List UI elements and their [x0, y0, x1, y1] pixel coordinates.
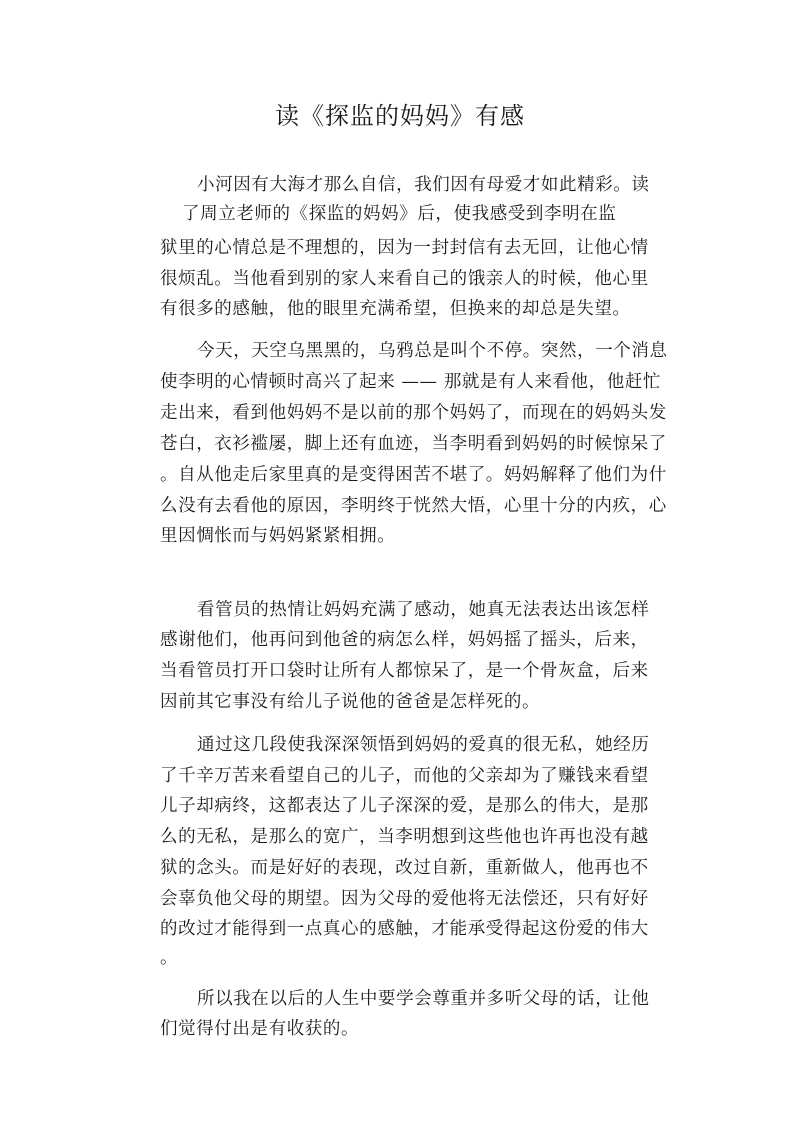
text-line: 使李明的心情顿时高兴了起来 —— 那就是有人来看他，他赶忙 — [160, 372, 662, 392]
document-title: 读《探监的妈妈》有感 — [275, 102, 525, 130]
text-line: 因前其它事没有给儿子说他的爸爸是怎样死的。 — [160, 692, 541, 712]
text-line: 会辜负他父母的期望。因为父母的爱他将无法偿还，只有好好 — [160, 889, 649, 909]
text-line: 。自从他走后家里真的是变得困苦不堪了。妈妈解释了他们为什 — [160, 465, 667, 485]
text-line: 有很多的感触，他的眼里充满希望，但换来的却总是失望。 — [160, 299, 631, 319]
text-line: 感谢他们，他再问到他爸的病怎么样，妈妈摇了摇头，后来， — [160, 630, 649, 650]
text-line: 看管员的热情让妈妈充满了感动，她真无法表达出该怎样 — [197, 600, 650, 620]
text-line: 了千辛万苦来看望自己的儿子，而他的父亲却为了赚钱来看望 — [160, 766, 649, 786]
text-line: 当看管员打开口袋时让所有人都惊呆了，是一个骨灰盒，后来 — [160, 661, 649, 681]
text-line: 小河因有大海才那么自信，我们因有母爱才如此精彩。读 — [197, 175, 650, 195]
text-line: 苍白，衣衫褴屡，脚上还有血迹，当李明看到妈妈的时候惊呆了 — [160, 434, 667, 454]
text-line: 们觉得付出是有收获的。 — [160, 1019, 360, 1039]
text-line: 今天，天空乌黑黑的，乌鸦总是叫个不停。突然，一个消息 — [197, 341, 668, 361]
text-line: 所以我在以后的人生中要学会尊重并多听父母的话，让他 — [197, 989, 650, 1009]
text-line: 通过这几段使我深深领悟到妈妈的爱真的很无私，她经历 — [197, 735, 650, 755]
text-line: 儿子却病终，这都表达了儿子深深的爱，是那么的伟大，是那 — [160, 796, 649, 816]
text-line: 狱的念头。而是好好的表现，改过自新，重新做人，他再也不 — [160, 858, 649, 878]
text-line: 了周立老师的《探监的妈妈》后，使我感受到李明在监 — [182, 204, 617, 224]
text-line: 狱里的心情总是不理想的，因为一封封信有去无回，让他心情 — [160, 238, 649, 258]
text-line: 里因惆怅而与妈妈紧紧相拥。 — [160, 526, 396, 546]
text-line: 的改过才能得到一点真心的感触，才能承受得起这份爱的伟大 — [160, 919, 649, 939]
text-line: 走出来，看到他妈妈不是以前的那个妈妈了，而现在的妈妈头发 — [160, 403, 667, 423]
text-line: 么的无私，是那么的宽广，当李明想到这些他也许再也没有越 — [160, 827, 649, 847]
text-line: 很烦乱。当他看到别的家人来看自己的饿亲人的时候，他心里 — [160, 269, 649, 289]
text-line: 么没有去看他的原因，李明终于恍然大悟，心里十分的内疚，心 — [160, 496, 667, 516]
text-line: 。 — [160, 948, 179, 968]
